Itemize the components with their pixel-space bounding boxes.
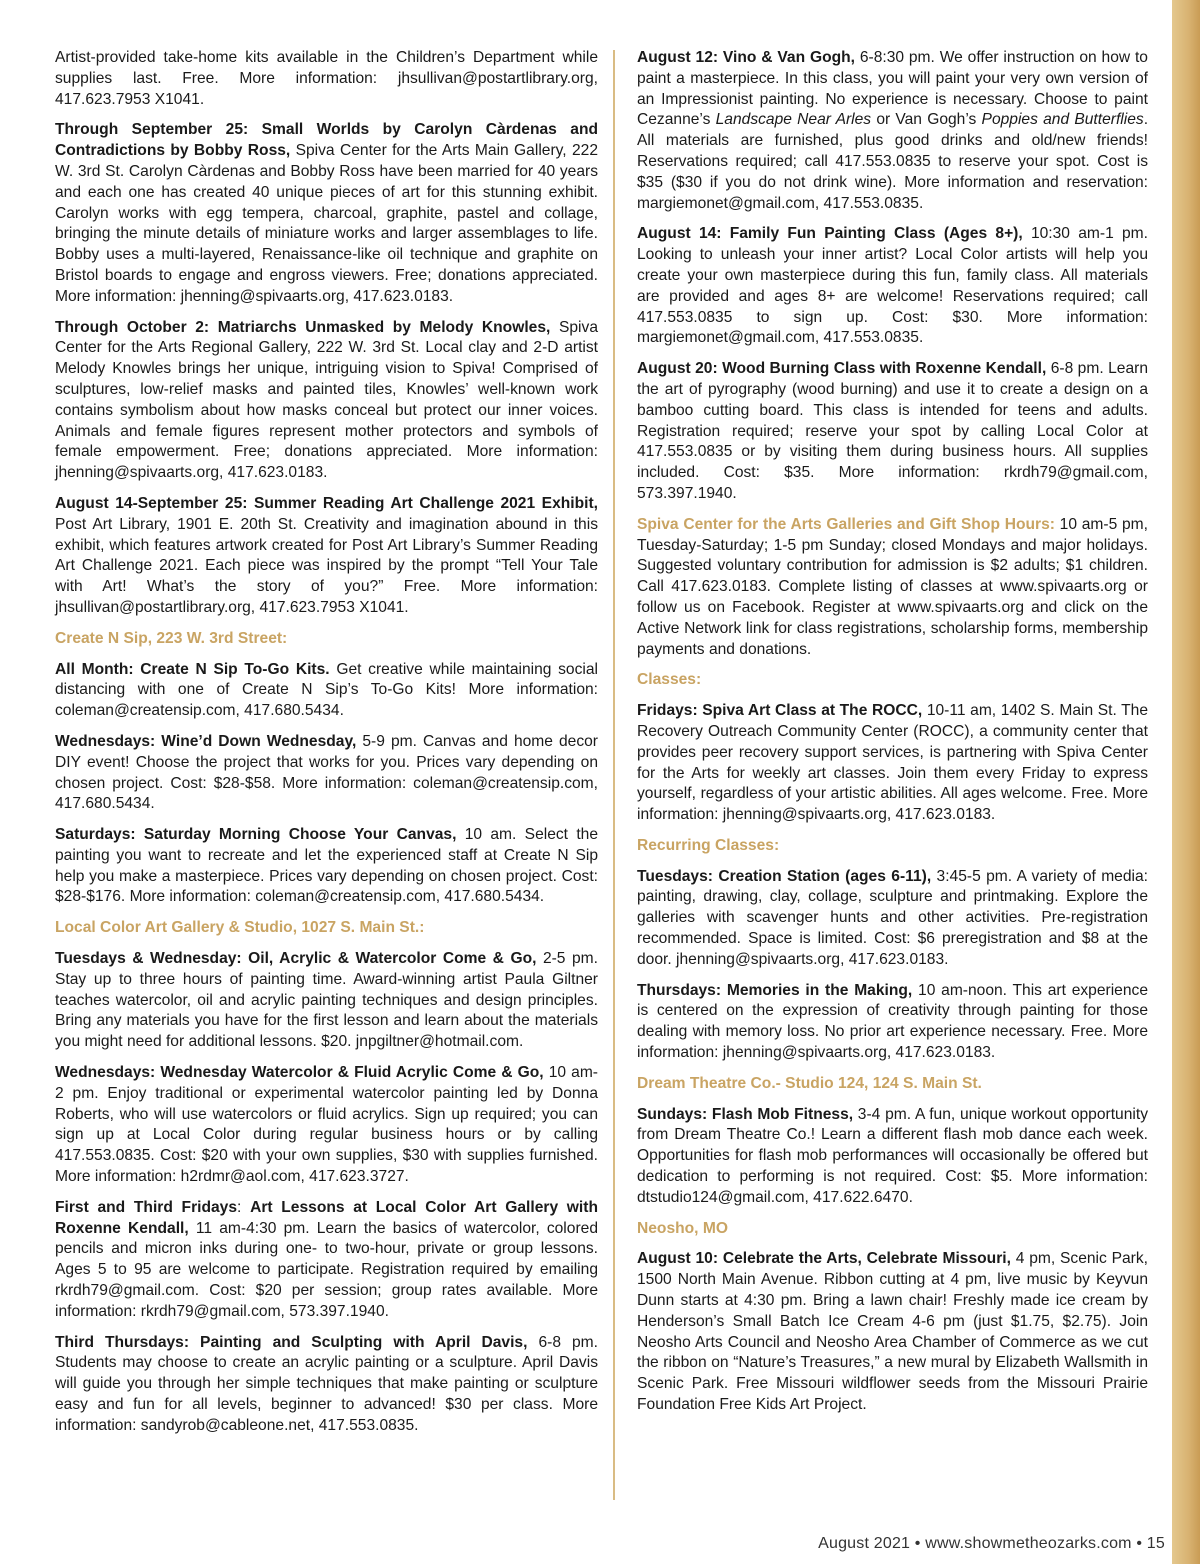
venue-hours-title: Spiva Center for the Arts Galleries and Gift Shop Hours:	[637, 515, 1055, 533]
listing-title: Sundays: Flash Mob Fitness,	[637, 1105, 854, 1123]
venue-heading: Recurring Classes:	[637, 836, 780, 854]
listing-body: 6-8 pm. Learn the art of pyrography (wood burning) and use it to create a design on a bamboo cutting board. This class is intended for teens and adults. Registration required; reserve your spot by calling Local Color at 417.553.0835 or by visiting them during business hours. All supplies included. Cost: $35. More information: rkrdh79@gmail.com, 573.397.1940.	[637, 360, 1148, 502]
venue-heading: Create N Sip, 223 W. 3rd Street:	[55, 629, 288, 647]
listing-title: August 10: Celebrate the Arts, Celebrate Missouri,	[637, 1250, 1011, 1268]
page-footer: August 2021 • www.showmetheozarks.com • 15	[818, 1535, 1165, 1552]
left-column	[55, 48, 598, 1447]
listing-paragraph	[55, 1198, 598, 1323]
listing-title: Thursdays: Memories in the Making,	[637, 981, 913, 999]
listing-paragraph	[55, 1063, 598, 1188]
listing-title: All Month: Create N Sip To-Go Kits.	[55, 660, 330, 678]
listing-title: Saturdays: Saturday Morning Choose Your Canvas,	[55, 826, 457, 844]
listing-title: Fridays: Spiva Art Class at The ROCC,	[637, 702, 923, 720]
listing-title: August 14: Family Fun Painting Class (Ages 8+),	[637, 225, 1023, 243]
listing-body: Spiva Center for the Arts Main Gallery, 222 W. 3rd St. Carolyn Càrdenas and Bobby Ross have been married for 40 years and each one has created 40 unique pieces of art for this stunning exhibit. Carolyn works with egg tempera, charcoal, graphite, pastel and collage, bringing the minute details of miniature works and larger assemblages to life. Bobby uses a multi-layered, Renaissance-like oil technique and graphite on Bristol boards to engage and engross viewers. Free; donations appreciated. More information: jhenning@spivaarts.org, 417.623.0183.	[55, 142, 598, 305]
listing-title: August 20: Wood Burning Class with Roxenne Kendall,	[637, 360, 1047, 378]
venue-heading: Neosho, MO	[637, 1219, 728, 1237]
listing-body: 10 am. Select the painting you want to recreate and let the experienced staff at Create N Sip help you make a masterpiece. Prices vary depending on chosen project. Cost: $28-$176. More information: coleman@creatensip.com, 417.680.5434.	[55, 826, 598, 906]
venue-heading: Dream Theatre Co.- Studio 124, 124 S. Main St.	[637, 1074, 982, 1092]
listing-title: August 12: Vino & Van Gogh,	[637, 49, 855, 66]
listing-body: Post Art Library, 1901 E. 20th St. Creativity and imagination abound in this exhibit, which features artwork created for Post Art Library’s Summer Reading Art Challenge 2021. Each piece was inspired by the prompt “Tell Your Tale with Art! What’s the story of you?” Free. More information: jhsullivan@postartlibrary.org, 417.623.7953 X1041.	[55, 515, 598, 616]
listing-body: 4 pm, Scenic Park, 1500 North Main Avenue. Ribbon cutting at 4 pm, live music by Keyvun Dunn starts at 4:30 pm. Bring a lawn chair! Freshly made ice cream by Henderson’s Small Batch Ice Cream 4-6 pm (just $1.75, $2.75). Join Neosho Arts Council and Neosho Area Chamber of Commerce as we cut the ribbon on “Nature’s Treasures,” a new mural by Elizabeth Wallsmith in Scenic Park. Free Missouri wildflower seeds from the Missouri Prairie Foundation Free Kids Art Project.	[637, 1250, 1148, 1414]
listing-paragraph	[637, 1105, 1148, 1209]
listing-paragraph	[55, 1333, 598, 1437]
listing-paragraph	[637, 515, 1148, 661]
listing-paragraph	[55, 48, 598, 110]
listing-separator: :	[237, 1198, 251, 1216]
listing-body: 3-4 pm. A fun, unique workout opportunity from Dream Theatre Co.! Learn a different flash mob dance each week. Opportunities for flash mob performances will occasionally be offered but dedication to performing is not required. Cost: $5. More information: dtstudio124@gmail.com, 417.622.6470.	[637, 1105, 1148, 1206]
listing-body: Artist-provided take-home kits available in the Children’s Department while supplies last. Free. More information: jhsullivan@postartlibrary.org, 417.623.7953 X1041.	[55, 49, 598, 108]
artwork-title: Poppies and Butterflies	[981, 111, 1144, 129]
listing-body: 10 am-noon. This art experience is centered on the expression of creativity through painting for those dealing with memory loss. No prior art experience necessary. Free. More information: jhenning@spivaarts.org, 417.623.0183.	[637, 981, 1149, 1062]
listing-title: Third Thursdays: Painting and Sculpting with April Davis,	[55, 1333, 528, 1351]
listing-paragraph	[55, 120, 598, 307]
listing-paragraph	[637, 867, 1148, 971]
listing-title: First and Third Fridays	[55, 1198, 238, 1216]
listing-paragraph	[55, 660, 598, 722]
right-column	[637, 48, 1148, 1426]
listing-title: Through October 2: Matriarchs Unmasked by Melody Knowles,	[55, 318, 551, 336]
listing-paragraph	[637, 224, 1148, 349]
listing-body: 6-8:30 pm. We offer instruction on how to paint a masterpiece. In this class, you will paint your very own version of an Impressionist painting. No experience is necessary. Choose to paint Cezanne’s	[637, 49, 1148, 129]
listing-paragraph	[637, 48, 1148, 214]
listing-title: Tuesdays & Wednesday: Oil, Acrylic & Watercolor Come & Go,	[55, 950, 537, 968]
listing-title: Wednesdays: Wine’d Down Wednesday,	[55, 732, 357, 750]
listing-body: or Van Gogh’s	[871, 111, 982, 129]
listing-paragraph	[55, 318, 598, 484]
listing-paragraph	[637, 981, 1148, 1064]
column-divider	[613, 50, 615, 1500]
listing-title: Art Lessons at Local Color Art Gallery with Roxenne Kendall,	[55, 1198, 598, 1237]
listing-body: 3:45-5 pm. A variety of media: painting, drawing, clay, collage, sculpture and printmaking. Explore the galleries with scavenger hunts and other activities. Pre-registration recommended. Space is limited. Cost: $6 preregistration and $8 at the door. jhenning@spivaarts.org, 417.623.0183.	[637, 867, 1148, 968]
listing-body: . All materials are furnished, plus good drinks and old/new friends! Reservations required; call 417.553.0835 to reserve your spot. Cost is $35 ($30 if you do not drink wine). More information and reservation: margiemonet@gmail.com, 417.553.0835.	[637, 111, 1149, 212]
listing-body: 10 am-5 pm, Tuesday-Saturday; 1-5 pm Sunday; closed Mondays and major holidays. Suggested voluntary contribution for admission is $2 adults; $1 children. Call 417.623.0183. Complete listing of classes at www.spivaarts.org or follow us on Facebook. Register at www.spivaarts.org and click on the Active Network link for class registrations, scholarship forms, membership payments and donations.	[637, 515, 1148, 658]
listing-title: Tuesdays: Creation Station (ages 6-11),	[637, 867, 932, 885]
page-edge-strip	[1172, 0, 1200, 1564]
listing-body: 10 am-2 pm. Enjoy traditional or experimental watercolor painting led by Donna Roberts, who will use watercolors or fluid acrylics. Sign up required; you can sign up at Local Color during regular business hours or by calling 417.553.0835. Cost: $20 with your own supplies, $30 with supplies furnished. More information: h2rdmr@aol.com, 417.623.3727.	[55, 1064, 598, 1186]
listing-body: 5-9 pm. Canvas and home decor DIY event! Choose the project that works for you. Prices vary depending on chosen project. Cost: $28-$58. More information: coleman@creatensip.com, 417.680.5434.	[55, 732, 598, 813]
venue-heading: Local Color Art Gallery & Studio, 1027 S. Main St.:	[55, 919, 425, 937]
listing-paragraph	[55, 949, 598, 1053]
listing-body: 10-11 am, 1402 S. Main St. The Recovery Outreach Community Center (ROCC), a community center that provides peer recovery support services, is partnering with Spiva Center for the Arts for weekly art classes. Join them every Friday to express yourself, regardless of your artistic abilities. All ages welcome. Free. More information: jhenning@spivaarts.org, 417.623.0183.	[637, 702, 1148, 824]
listing-title: August 14-September 25: Summer Reading Art Challenge 2021 Exhibit,	[55, 494, 598, 512]
listing-body: 11 am-4:30 pm. Learn the basics of watercolor, colored pencils and micron inks during one- to two-hour, private or group lessons. Ages 5 to 95 are welcome to participate. Registration required by emailing rkrdh79@gmail.com. Cost: $20 per session; group rates available. More information: rkrdh79@gmail.com, 573.397.1940.	[55, 1219, 598, 1320]
listing-body: 6-8 pm. Students may choose to create an acrylic painting or a sculpture. April Davis will guide you through her simple techniques that make painting or sculpture easy and fun for all levels, beginner to advanced! $30 per class. More information: sandyrob@cableone.net, 417.553.0835.	[55, 1333, 598, 1434]
listing-paragraph	[55, 732, 598, 815]
listing-paragraph	[637, 1249, 1148, 1415]
listing-paragraph	[637, 359, 1148, 505]
listing-paragraph	[55, 494, 598, 619]
artwork-title: Landscape Near Arles	[715, 111, 872, 129]
listing-body: Get creative while maintaining social distancing with one of Create N Sip’s To-Go Kits! More information: coleman@creatensip.com, 417.680.5434.	[55, 660, 598, 720]
listing-title: Through September 25: Small Worlds by Carolyn Càrdenas and Contradictions by Bobby Ross,	[55, 121, 598, 160]
listing-body: 2-5 pm. Stay up to three hours of painting time. Award-winning artist Paula Giltner teaches watercolor, oil and acrylic painting techniques and design principles. Bring any materials you have for the first lesson and learn about the materials you might need for additional lessons. $20. jnpgiltner@hotmail.com.	[55, 950, 598, 1051]
venue-heading: Classes:	[637, 671, 702, 689]
listing-paragraph	[637, 701, 1148, 826]
listing-paragraph	[55, 825, 598, 908]
listing-title: Wednesdays: Wednesday Watercolor & Fluid Acrylic Come & Go,	[55, 1064, 544, 1082]
listing-body: 10:30 am-1 pm. Looking to unleash your inner artist? Local Color artists will help you create your own masterpiece during this fun, family class. All materials are provided and ages 8+ are welcome! Reservations required; call 417.553.0835 to sign up. Cost: $30. More information: margiemonet@gmail.com, 417.553.0835.	[637, 225, 1148, 347]
listing-body: Spiva Center for the Arts Regional Gallery, 222 W. 3rd St. Local clay and 2-D artist Melody Knowles brings her unique, intriguing vision to Spiva! Comprised of sculptures, low-relief masks and painted tiles, Knowles’ well-known work contains symbolism about how masks conceal but protect our inner voices. Animals and female figures represent mother protectors and symbols of female empowerment. Free; donations appreciated. More information: jhenning@spivaarts.org, 417.623.0183.	[55, 318, 598, 482]
